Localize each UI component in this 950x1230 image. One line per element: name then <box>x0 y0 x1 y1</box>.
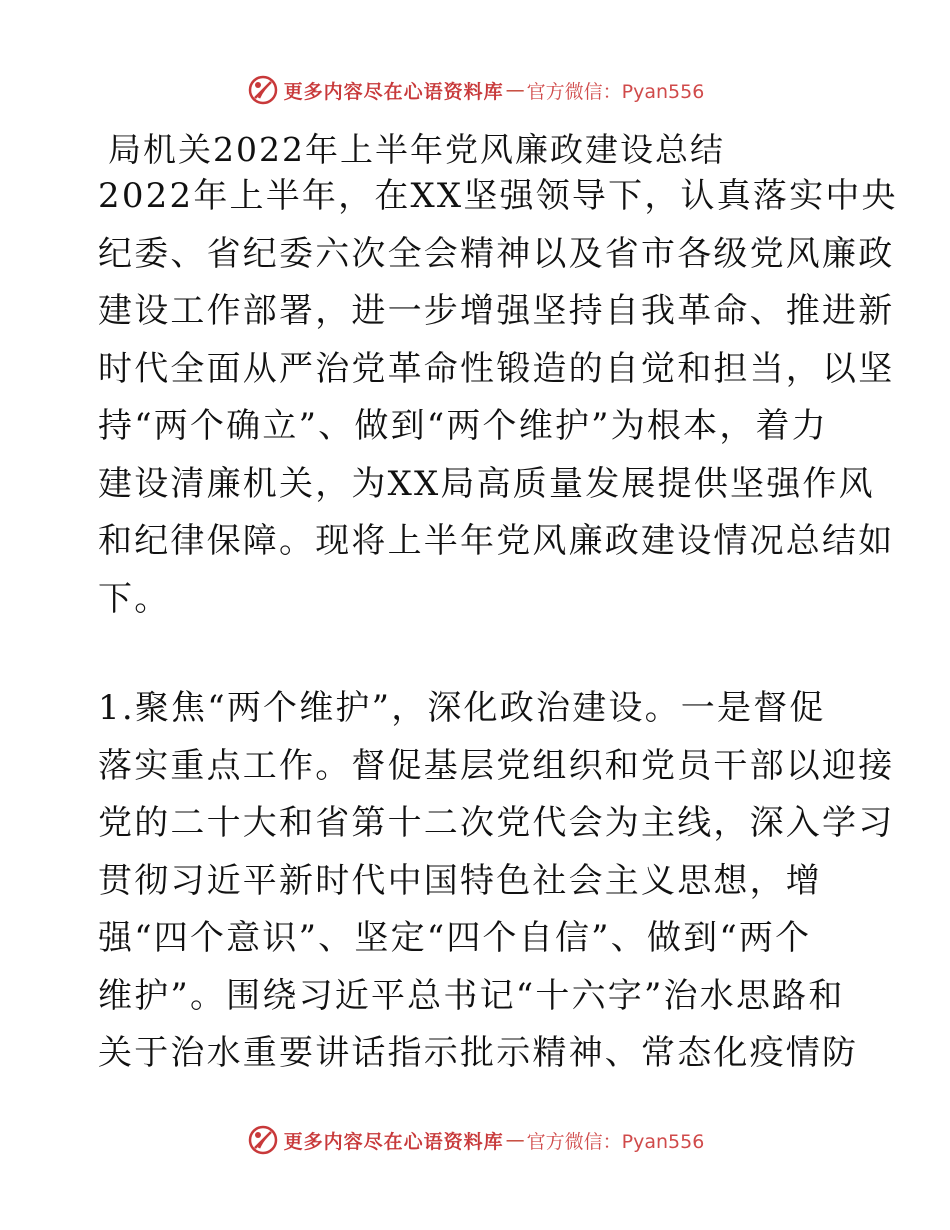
text-line: 持“两个确立”、做到“两个维护”为根本，着力 <box>98 406 828 446</box>
document-title: 局机关2022年上半年党风廉政建设总结 <box>108 130 725 169</box>
watermark-dash: — <box>505 79 525 101</box>
text-line: 落实重点工作。督促基层党组织和党员干部以迎接 <box>98 745 895 786</box>
text-line: 维护”。围绕习近平总书记“十六字”治水思路和 <box>98 975 845 1016</box>
text-line: 建设工作部署，进一步增强坚持自我革命、推进新 <box>98 291 895 331</box>
feather-logo-icon <box>246 1123 280 1157</box>
paragraph-section-1 <box>98 680 895 1083</box>
watermark-wechat-text: 官方微信：Pyan556 <box>526 1130 705 1153</box>
text-line: 时代全面从严治党革命性锻造的自觉和担当，以坚 <box>98 348 895 389</box>
text-line: 1.聚焦“两个维护”，深化政治建设。一是督促 <box>98 688 826 728</box>
text-line: 贯彻习近平新时代中国特色社会主义思想，增 <box>98 860 822 901</box>
watermark-promo-text: 更多内容尽在心语资料库 <box>283 80 504 103</box>
header-watermark <box>0 70 950 110</box>
text-line: 和纪律保障。现将上半年党风廉政建设情况总结如 <box>98 521 895 561</box>
text-line: 关于治水重要讲话指示批示精神、常态化疫情防 <box>98 1033 859 1073</box>
footer-watermark <box>0 1120 950 1160</box>
paragraph-intro <box>98 168 898 628</box>
watermark-promo-text: 更多内容尽在心语资料库 <box>283 1130 504 1153</box>
text-line: 下。 <box>98 578 171 619</box>
text-line: 纪委、省纪委六次全会精神以及省市各级党风廉政 <box>98 233 895 274</box>
watermark-dash: — <box>505 1129 525 1151</box>
text-line: 强“四个意识”、坚定“四个自信”、做到“两个 <box>98 918 812 958</box>
feather-logo-icon <box>246 73 280 107</box>
text-line: 2022年上半年，在XX坚强领导下，认真落实中央 <box>98 176 898 216</box>
watermark-wechat-text: 官方微信：Pyan556 <box>526 80 705 103</box>
text-line: 建设清廉机关，为XX局高质量发展提供坚强作风 <box>98 463 875 504</box>
text-line: 党的二十大和省第十二次党代会为主线，深入学习 <box>98 803 895 843</box>
